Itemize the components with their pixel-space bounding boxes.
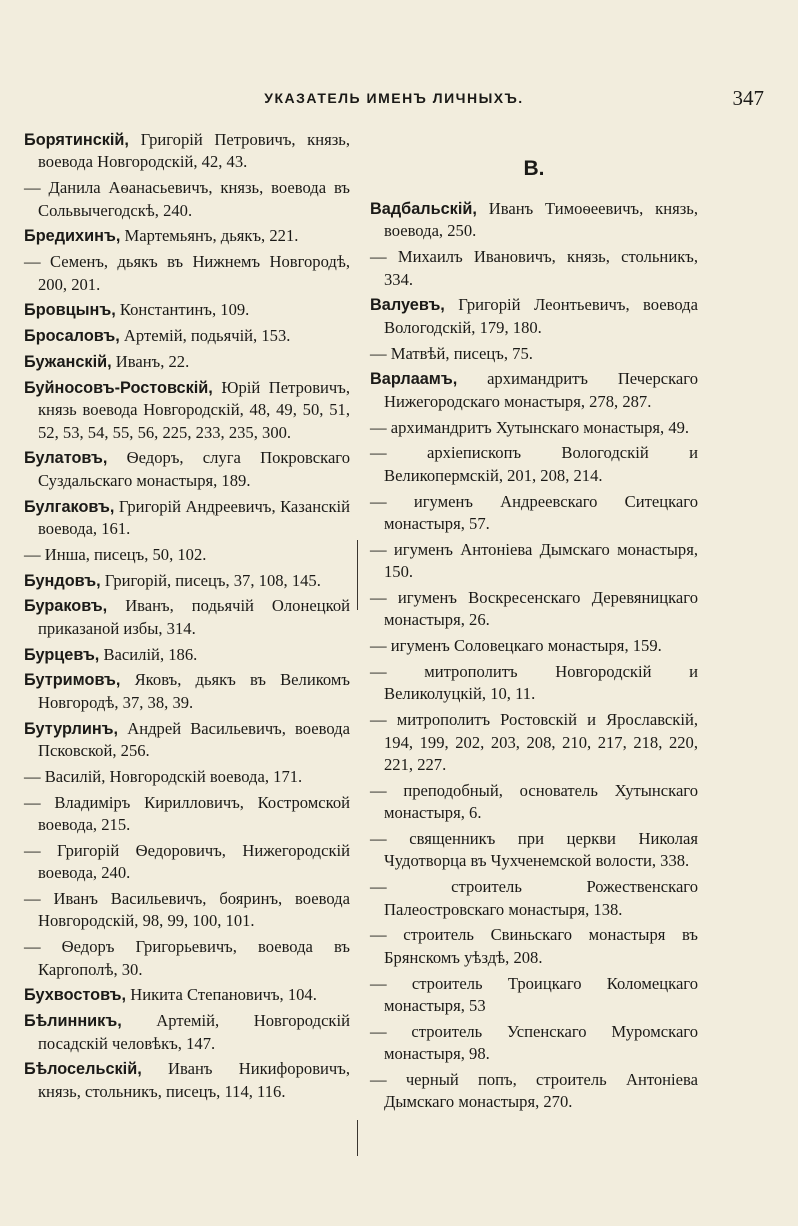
entry-headword: Бундовъ, — [24, 571, 101, 590]
entry-headword: Бровцынъ, — [24, 301, 116, 320]
entry-text: — митрополитъ Новгородскій и Великолуцкій, 10, 11. — [370, 662, 698, 704]
entry-headword: Бутримовъ, — [24, 671, 121, 690]
entry-text: Григорій Леонтьевичъ, воевода Вологодскій, 179, 180. — [384, 295, 698, 337]
entry-text: Иванъ, 22. — [111, 352, 190, 371]
index-entry — [370, 1021, 698, 1066]
index-entry — [24, 447, 350, 492]
index-entry — [370, 442, 698, 487]
index-entry — [370, 876, 698, 921]
entry-text: Ѳедоръ, слуга Покровскаго Суздальскаго монастыря, 189. — [38, 448, 350, 490]
index-entry — [370, 635, 698, 657]
entry-text: Артемій, Новгородскій посадскій человѣкъ, 147. — [38, 1011, 350, 1053]
entry-text: Яковъ, дьякъ въ Великомъ Новгородѣ, 37, 38, 39. — [38, 670, 350, 712]
entry-text: Никита Степановичъ, 104. — [126, 985, 317, 1005]
entry-text: — Ѳедоръ Григорьевичъ, воевода въ Каргополѣ, 30. — [24, 937, 350, 979]
entry-text: — игуменъ Антоніева Дымскаго монастыря, 150. — [370, 539, 698, 582]
entry-text: — Иванъ Васильевичъ, бояринъ, воевода Новгородскій, 98, 99, 100, 101. — [24, 889, 350, 931]
index-entry — [370, 661, 698, 706]
entry-text: Иванъ Никифоровичъ, князь, стольникъ, писецъ, 114, 116. — [38, 1059, 350, 1101]
entry-text: Иванъ, подьячій Олонецкой приказаной избы, 314. — [38, 596, 350, 638]
entry-text: архимандритъ Печерскаго Нижегородскаго монастыря, 278, 287. — [384, 369, 698, 411]
entry-text: — Матвѣй, писецъ, 75. — [370, 343, 533, 363]
index-entry — [24, 177, 350, 222]
entry-text: — строитель Рожественскаго Палеостровскаго монастыря, 138. — [370, 877, 698, 919]
index-entry — [370, 368, 698, 413]
entry-text: — митрополитъ Ростовскій и Ярославскій, 194, 199, 202, 203, 208, 210, 217, 218, 220, 221, 227. — [370, 710, 698, 775]
entry-text: — Владиміръ Кирилловичъ, Костромской воевода, 215. — [24, 792, 350, 835]
index-entry — [370, 246, 698, 291]
entry-text: — Данила Аѳанасьевичъ, князь, воевода въ Сольвычегодскѣ, 240. — [24, 178, 350, 220]
right-column-entries — [370, 198, 698, 1114]
right-column — [370, 129, 698, 1117]
entry-headword: Бѣлинникъ, — [24, 1012, 122, 1031]
index-entry — [370, 780, 698, 825]
entry-text: Мартемьянъ, дьякъ, 221. — [120, 226, 299, 246]
entry-headword: Булатовъ, — [24, 449, 108, 468]
entry-text: Григорій Андреевичъ, Казанскій воевода, 161. — [38, 496, 350, 539]
entry-text: Григорій Петровичъ, князь, воевода Новгородскій, 42, 43. — [38, 130, 350, 172]
entry-headword: Бураковъ, — [24, 597, 108, 616]
entry-text: Юрій Петровичъ, князь воевода Новгородскій, 48, 49, 50, 51, 52, 53, 54, 55, 56, 225, 233, 235, 300. — [38, 377, 350, 442]
entry-text: Андрей Васильевичъ, воевода Псковской, 256. — [38, 718, 350, 761]
index-entry — [24, 377, 350, 444]
index-entry — [24, 1058, 350, 1103]
entry-text: Иванъ Тимоѳеевичъ, князь, воевода, 250. — [384, 199, 698, 241]
index-entry — [24, 225, 350, 247]
index-entry — [24, 351, 350, 373]
index-entry — [24, 718, 350, 763]
entry-headword: Борятинскій, — [24, 131, 129, 149]
entry-headword: Бужанскій, — [24, 353, 112, 371]
entry-headword: Буйносовъ-Ростовскій, — [24, 378, 213, 397]
entry-text: — Василій, Новгородскій воевода, 171. — [24, 766, 303, 786]
index-entry — [24, 1010, 350, 1055]
index-entry — [24, 595, 350, 640]
section-letter: В. — [523, 157, 545, 180]
page-number: 347 — [732, 86, 764, 110]
entry-headword: Бросаловъ, — [24, 327, 120, 346]
index-entry — [24, 984, 350, 1006]
entry-text: — строитель Свиньскаго монастыря въ Брянскомъ уѣздѣ, 208. — [370, 925, 698, 967]
entry-text: — архіепископъ Вологодскій и Великопермскій, 201, 208, 214. — [370, 443, 698, 485]
index-entry — [24, 792, 350, 837]
index-entry — [370, 924, 698, 969]
index-entry — [24, 129, 350, 174]
index-entry — [24, 669, 350, 714]
entry-text: Григорій, писецъ, 37, 108, 145. — [100, 570, 321, 590]
index-entry — [24, 644, 350, 666]
index-entry — [370, 343, 698, 365]
entry-text: Константинъ, 109. — [115, 300, 250, 320]
entry-headword: Булгаковъ, — [24, 497, 115, 516]
index-entry — [24, 251, 350, 296]
entry-headword: Вадбальскій, — [370, 200, 477, 218]
index-entry — [24, 766, 350, 788]
entry-text: — строитель Успенскаго Муромскаго монастыря, 98. — [370, 1021, 698, 1064]
entry-headword: Бурцевъ, — [24, 645, 100, 664]
index-entry — [370, 587, 698, 632]
running-title: УКАЗАТЕЛЬ ИМЕНЪ ЛИЧНЫХЪ. — [264, 90, 524, 106]
entry-text: Василій, 186. — [99, 644, 198, 664]
index-entry — [24, 299, 350, 321]
index-entry — [370, 198, 698, 243]
entry-text: — Михаилъ Ивановичъ, князь, стольникъ, 334. — [370, 247, 698, 289]
index-entry — [370, 709, 698, 776]
page-header — [24, 86, 764, 116]
entry-text: — игуменъ Андреевскаго Ситецкаго монастыря, 57. — [370, 491, 698, 534]
index-entry — [370, 973, 698, 1018]
entry-headword: Валуевъ, — [370, 296, 445, 315]
column-rule — [357, 540, 358, 610]
index-entry — [370, 294, 698, 339]
entry-headword: Бѣлосельскій, — [24, 1060, 142, 1079]
entry-text: — игуменъ Воскресенскаго Деревяницкаго монастыря, 26. — [370, 588, 698, 630]
index-entry — [24, 936, 350, 981]
entry-headword: Бухвостовъ, — [24, 986, 127, 1005]
index-entry — [24, 840, 350, 885]
index-entry — [370, 1069, 698, 1114]
index-entry — [370, 491, 698, 536]
column-rule-lower — [357, 1120, 358, 1156]
entry-text: — преподобный, основатель Хутынскаго монастыря, 6. — [370, 780, 698, 823]
index-entry — [24, 544, 350, 566]
index-entry — [370, 539, 698, 584]
entry-text: — игуменъ Соловецкаго монастыря, 159. — [370, 636, 662, 656]
entry-text: — Семенъ, дьякъ въ Нижнемъ Новгородѣ, 200, 201. — [24, 252, 350, 294]
index-entry — [370, 417, 698, 439]
entry-text: — Инша, писецъ, 50, 102. — [24, 544, 207, 564]
entry-text: Артемій, подьячій, 153. — [119, 326, 291, 346]
index-entry — [24, 325, 350, 347]
index-entry — [370, 828, 698, 873]
entry-text: — черный попъ, строитель Антоніева Дымскаго монастыря, 270. — [370, 1070, 698, 1112]
index-entry — [24, 496, 350, 541]
entry-text: — Григорій Ѳедоровичъ, Нижегородскій воевода, 240. — [24, 840, 350, 883]
entry-headword: Варлаамъ, — [370, 370, 458, 389]
entry-text: — архимандритъ Хутынскаго монастыря, 49. — [370, 417, 690, 437]
index-entry — [24, 570, 350, 592]
index-entry — [24, 888, 350, 933]
entry-headword: Бредихинъ, — [24, 227, 121, 246]
entry-text: — строитель Троицкаго Коломецкаго монастыря, 53 — [370, 973, 698, 1016]
entry-text: — священникъ при церкви Николая Чудотворца въ Чухченемской волости, 338. — [370, 829, 698, 871]
entry-headword: Бутурлинъ, — [24, 719, 119, 738]
left-column — [24, 129, 350, 1107]
